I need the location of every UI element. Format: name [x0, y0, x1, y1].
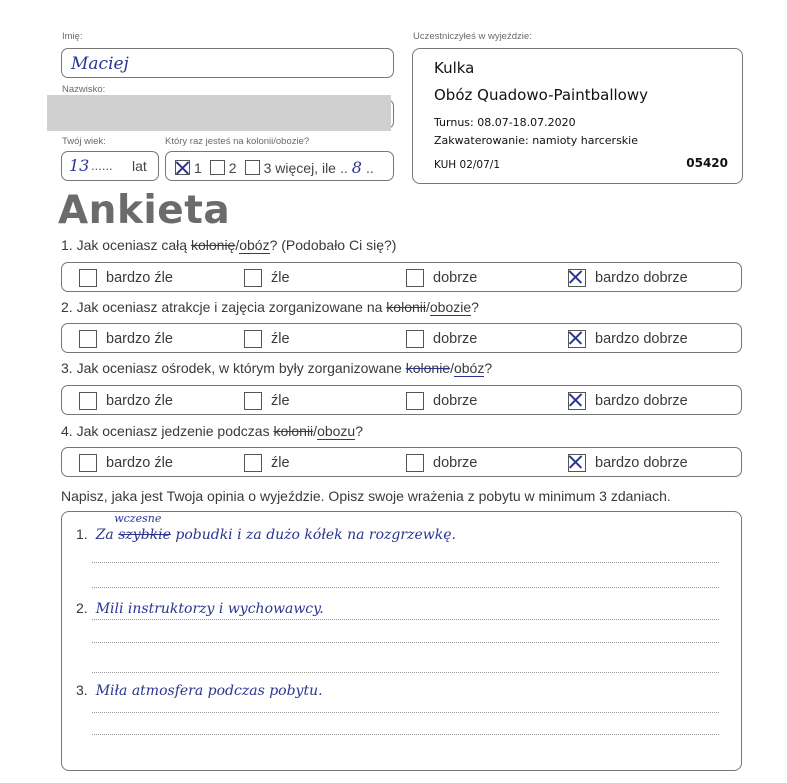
q4-good-checkbox[interactable]: [406, 454, 424, 472]
q3-very-good-checkbox[interactable]: [568, 392, 586, 410]
trip-label: Uczestniczyłeś w wyjeździe:: [413, 31, 532, 42]
page-title: Ankieta: [58, 188, 231, 233]
trip-name: Kulka: [434, 59, 475, 77]
q3-very-good-label: bardzo dobrze: [595, 393, 688, 409]
question-1: 1. Jak oceniasz całą kolonię/obóz? (Podobało Ci się?): [61, 237, 397, 253]
times-dots-end: ..: [365, 159, 374, 176]
q3-very-bad-label: bardzo źle: [106, 393, 173, 409]
surname-label: Nazwisko:: [62, 84, 106, 95]
times-checkbox-3[interactable]: [245, 160, 260, 175]
q1-very-good-label: bardzo dobrze: [595, 270, 688, 286]
age-value: 13: [69, 156, 90, 175]
age-label: Twój wiek:: [62, 136, 106, 147]
times-opt1-label: 1: [194, 159, 202, 176]
times-value: 8: [351, 158, 362, 177]
times-checkbox-2[interactable]: [210, 160, 225, 175]
q1-very-bad-checkbox[interactable]: [79, 269, 97, 287]
times-field: [165, 151, 394, 181]
times-label: Który raz jesteś na kolonii/obozie?: [165, 136, 310, 147]
opinion-prompt: Napisz, jaka jest Twoja opinia o wyjeździe. Opisz swoje wrażenia z pobytu w minimum 3 zdaniach.: [61, 488, 671, 504]
trip-turnus: Turnus: 08.07-18.07.2020: [434, 116, 576, 129]
q2-good-checkbox[interactable]: [406, 330, 424, 348]
name-value: Maciej: [71, 54, 129, 74]
q4-very-bad-label: bardzo źle: [106, 455, 173, 471]
question-3-options: [61, 385, 742, 415]
q2-bad-checkbox[interactable]: [244, 330, 262, 348]
q2-very-bad-label: bardzo źle: [106, 331, 173, 347]
age-unit: lat: [132, 158, 147, 174]
q4-very-good-checkbox[interactable]: [568, 454, 586, 472]
question-1-options: [61, 262, 742, 292]
surname-redaction: [47, 95, 391, 131]
trip-code: KUH 02/07/1: [434, 159, 500, 171]
q2-very-good-checkbox[interactable]: [568, 330, 586, 348]
question-2: 2. Jak oceniasz atrakcje i zajęcia zorganizowane na kolonii/obozie?: [61, 299, 479, 315]
age-field[interactable]: [61, 151, 159, 181]
times-dots: ..: [339, 159, 348, 176]
trip-card: [412, 48, 743, 184]
opinion-box[interactable]: [61, 511, 742, 771]
q1-good-checkbox[interactable]: [406, 269, 424, 287]
opinion-answer-3: 3. Miła atmosfera podczas pobytu.: [76, 682, 323, 699]
name-field[interactable]: [61, 48, 394, 78]
age-dots: ......: [91, 158, 113, 173]
q4-bad-checkbox[interactable]: [244, 454, 262, 472]
q2-very-good-label: bardzo dobrze: [595, 331, 688, 347]
times-opt3-label: 3 więcej, ile: [263, 159, 336, 176]
question-2-options: [61, 323, 742, 353]
q2-good-label: dobrze: [433, 331, 478, 347]
q3-good-label: dobrze: [433, 393, 478, 409]
opinion-answer-1-insert: wczesne: [114, 512, 162, 525]
opinion-answer-1: 1. Za szybkie wczesne pobudki i za dużo kółek na rozgrzewkę.: [76, 512, 456, 543]
name-label: Imię:: [62, 31, 83, 42]
q1-very-good-checkbox[interactable]: [568, 269, 586, 287]
q3-very-bad-checkbox[interactable]: [79, 392, 97, 410]
times-opt2-label: 2: [228, 159, 237, 176]
trip-type: Obóz Quadowo-Paintballowy: [434, 86, 648, 104]
question-3: 3. Jak oceniasz ośrodek, w którym były zorganizowane kolonie/obóz?: [61, 360, 493, 376]
trip-accommodation: Zakwaterowanie: namioty harcerskie: [434, 134, 638, 147]
q4-very-good-label: bardzo dobrze: [595, 455, 688, 471]
q3-bad-checkbox[interactable]: [244, 392, 262, 410]
opinion-answer-2: 2. Mili instruktorzy i wychowawcy.: [76, 600, 324, 617]
trip-number: 05420: [686, 156, 728, 170]
q2-bad-label: źle: [271, 331, 290, 347]
q1-good-label: dobrze: [433, 270, 478, 286]
times-checkbox-1[interactable]: [175, 160, 190, 175]
q2-very-bad-checkbox[interactable]: [79, 330, 97, 348]
question-4: 4. Jak oceniasz jedzenie podczas kolonii/obozu?: [61, 423, 364, 439]
q4-bad-label: źle: [271, 455, 290, 471]
q3-bad-label: źle: [271, 393, 290, 409]
q3-good-checkbox[interactable]: [406, 392, 424, 410]
q4-good-label: dobrze: [433, 455, 478, 471]
q1-bad-checkbox[interactable]: [244, 269, 262, 287]
q1-bad-label: źle: [271, 270, 290, 286]
question-4-options: [61, 447, 742, 477]
q1-very-bad-label: bardzo źle: [106, 270, 173, 286]
q4-very-bad-checkbox[interactable]: [79, 454, 97, 472]
